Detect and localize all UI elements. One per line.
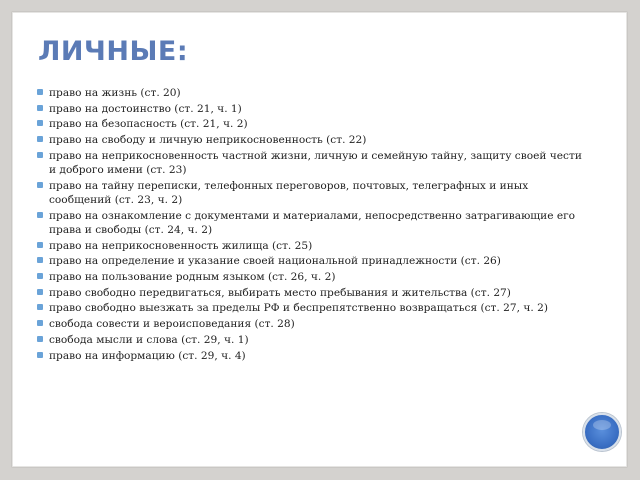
list-item: право на информацию (ст. 29, ч. 4) [40, 349, 585, 363]
list-item: право на тайну переписки, телефонных переговоров, почтовых, телеграфных и иных сообщений (ст. 23, ч. 2) [40, 179, 585, 208]
list-item: свобода мысли и слова (ст. 29, ч. 1) [40, 333, 585, 347]
list-item: право свободно выезжать за пределы РФ и беспрепятственно возвращаться (ст. 27, ч. 2) [40, 301, 585, 315]
blue-circle-button-icon[interactable] [583, 413, 621, 451]
slide [11, 11, 628, 468]
list-item: право на неприкосновенность частной жизни, личную и семейную тайну, защиту своей чести и доброго имени (ст. 23) [40, 149, 585, 178]
list-item: право свободно передвигаться, выбирать место пребывания и жительства (ст. 27) [40, 286, 585, 300]
slide-title: ЛИЧНЫЕ: [38, 36, 189, 67]
list-item: право на жизнь (ст. 20) [40, 86, 585, 100]
list-item: право на определение и указание своей национальной принадлежности (ст. 26) [40, 254, 585, 268]
list-item: право на пользование родным языком (ст. 26, ч. 2) [40, 270, 585, 284]
bullet-list [40, 86, 585, 364]
list-item: право на безопасность (ст. 21, ч. 2) [40, 117, 585, 131]
list-item: право на ознакомление с документами и материалами, непосредственно затрагивающие его права и свободы (ст. 24, ч. 2) [40, 209, 585, 238]
list-item: право на неприкосновенность жилища (ст. 25) [40, 239, 585, 253]
list-item: право на достоинство (ст. 21, ч. 1) [40, 102, 585, 116]
list-item: право на свободу и личную неприкосновенность (ст. 22) [40, 133, 585, 147]
list-item: свобода совести и вероисповедания (ст. 28) [40, 317, 585, 331]
